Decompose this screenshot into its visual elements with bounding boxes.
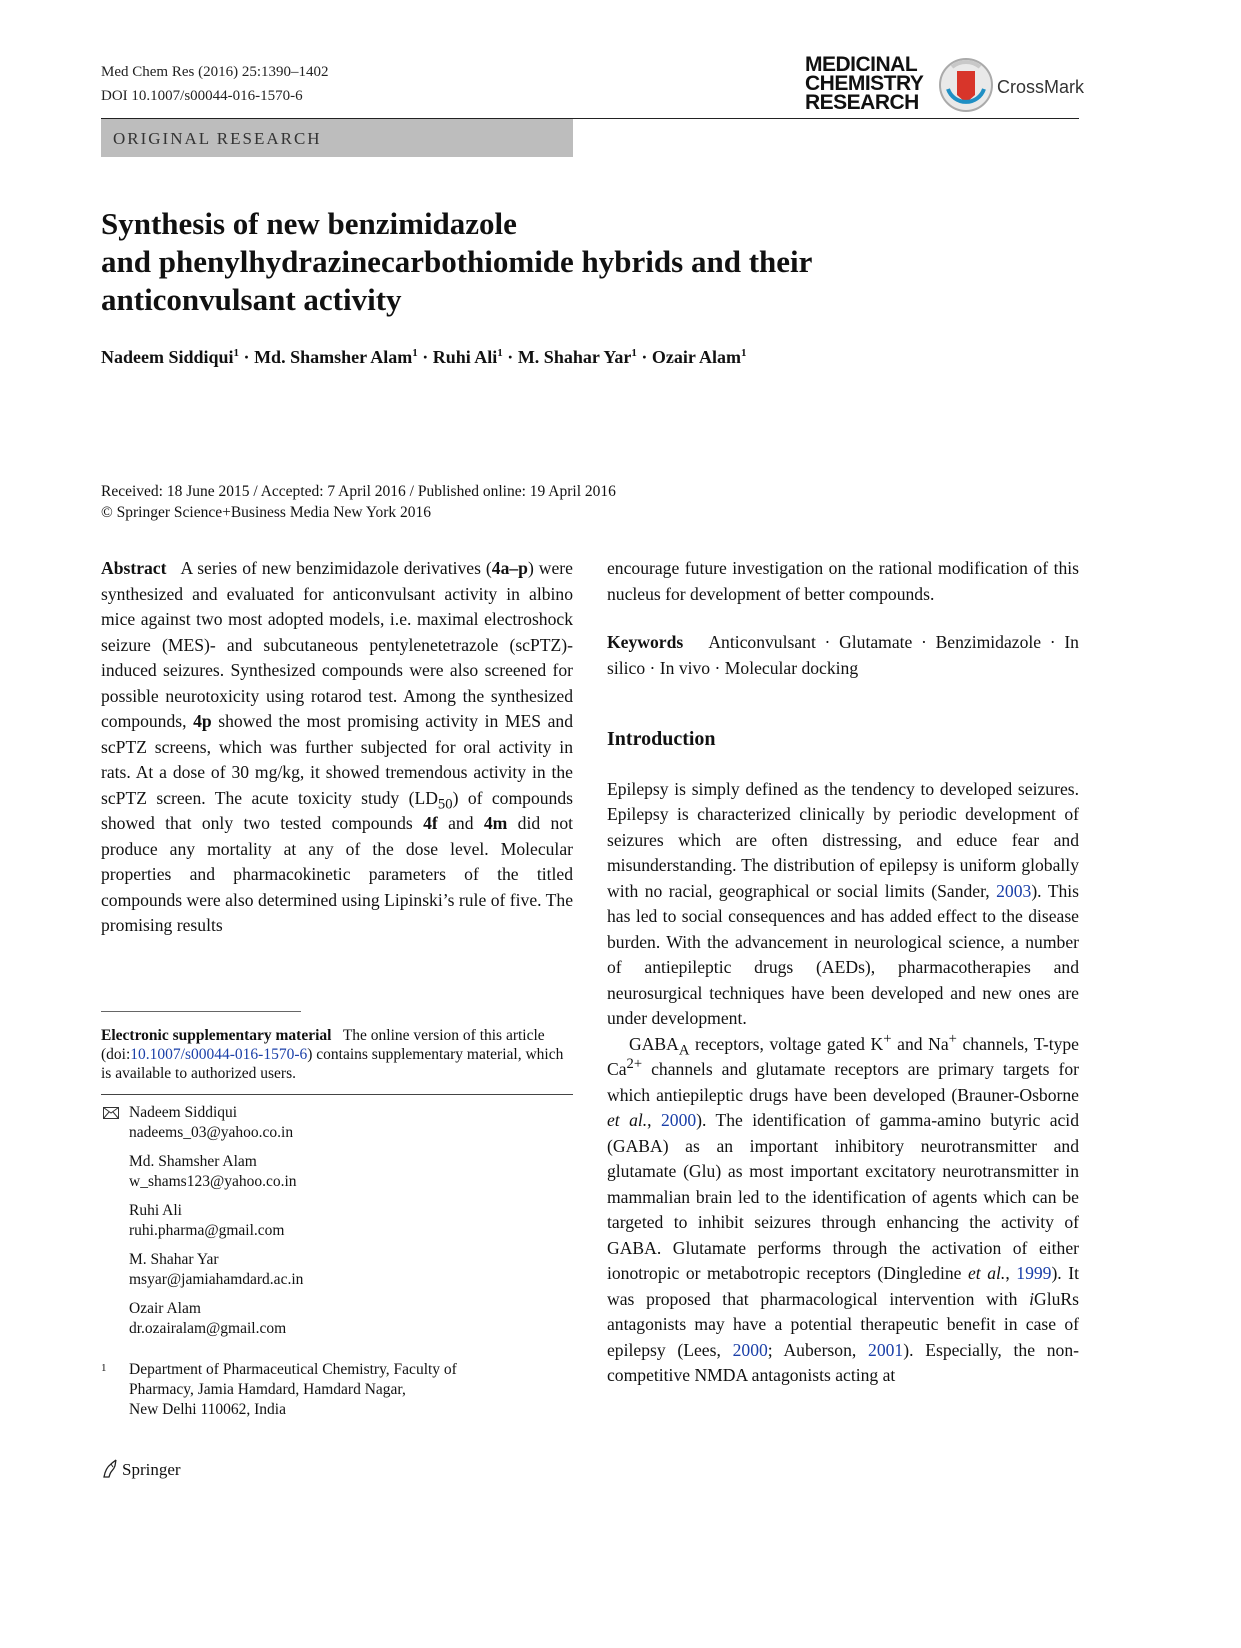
copyright-line: © Springer Science+Business Media New York 2016 — [101, 504, 432, 521]
affiliation-marker: 1 — [497, 347, 503, 359]
contact-name: M. Shahar Yar — [129, 1251, 219, 1268]
contacts-rule — [101, 1094, 573, 1095]
citation-link[interactable]: 2001 — [868, 1339, 904, 1360]
contact-name: Ruhi Ali — [129, 1202, 182, 1219]
contact-email[interactable]: ruhi.pharma@gmail.com — [129, 1222, 285, 1239]
article-type-banner: ORIGINAL RESEARCH — [101, 119, 573, 157]
contact-name: Md. Shamsher Alam — [129, 1153, 257, 1170]
contact-name: Nadeem Siddiqui — [129, 1104, 238, 1121]
citation-link[interactable]: 2000 — [732, 1339, 768, 1360]
crossmark-badge[interactable] — [938, 57, 994, 118]
article-title — [101, 205, 812, 319]
abstract-continuation: encourage future investigation on the rational modification of this nucleus for development of better compounds. — [607, 558, 1079, 604]
contact-name: Ozair Alam — [129, 1300, 201, 1317]
citation-link[interactable]: 2003 — [996, 880, 1032, 901]
supplementary-note: Electronic supplementary material The online version of this article (doi:10.1007/s00044-016-1570-6) contains supplementary material, which is available to authorized users. — [101, 1027, 564, 1082]
affiliation-marker: 1 — [412, 347, 418, 359]
footnote-rule — [101, 1011, 301, 1012]
affiliation-line: Pharmacy, Jamia Hamdard, Hamdard Nagar, — [129, 1381, 406, 1398]
abstract-label: Abstract — [101, 558, 167, 578]
crossmark-label[interactable]: CrossMark — [997, 77, 1085, 97]
title-line: anticonvulsant activity — [101, 282, 402, 317]
contact-entry — [129, 1201, 569, 1241]
author-separator: · — [507, 347, 514, 367]
contact-entry — [129, 1152, 569, 1192]
intro-paragraph: Epilepsy is simply defined as the tendency to developed seizures. Epilepsy is characterized clinically by periodic development of seizures which are often distressing, and educe fear and misunderstanding. The distribution of epilepsy is uniform globally with no racial, geographical or social limits (Sander, 2003). This has led to social consequences and has added effect to the disease burden. With the advancement in neurological science, a number of antiepileptic drugs (AEDs), pharmacotherapies and neurosurgical techniques have been developed and new ones are under development. — [607, 778, 1079, 1028]
author-name[interactable]: Ruhi Ali — [432, 347, 498, 367]
author-name[interactable]: Md. Shamsher Alam — [254, 347, 413, 367]
citation-link[interactable]: 2000 — [660, 1110, 697, 1130]
affiliation-marker: 1 — [631, 347, 637, 359]
contact-list — [129, 1103, 569, 1348]
publisher-name: Springer — [122, 1460, 181, 1479]
compound-ref: 4f — [423, 813, 438, 833]
affiliation-line: New Delhi 110062, India — [129, 1401, 286, 1418]
journal-volume-line: Med Chem Res (2016) 25:1390–1402 — [101, 64, 329, 80]
affiliation-marker: 1 — [741, 347, 747, 359]
author-separator: · — [243, 347, 250, 367]
author-name[interactable]: M. Shahar Yar — [517, 347, 632, 367]
journal-logo — [805, 55, 923, 112]
keywords-label: Keywords — [607, 632, 684, 652]
keywords — [607, 630, 1079, 681]
contact-email[interactable]: w_shams123@yahoo.co.in — [129, 1173, 297, 1190]
crossmark-icon — [938, 57, 994, 113]
logo-line: CHEMISTRY — [805, 72, 924, 95]
citation-link[interactable]: 1999 — [1016, 1263, 1052, 1283]
title-line: and phenylhydrazinecarbothiomide hybrids and their — [101, 244, 813, 279]
doi-line: DOI 10.1007/s00044-016-1570-6 — [101, 88, 303, 104]
compound-ref: 4p — [193, 711, 212, 731]
esm-label: Electronic supplementary material — [101, 1027, 332, 1044]
title-line: Synthesis of new benzimidazole — [101, 206, 517, 241]
article-dates — [101, 481, 616, 523]
affiliation-marker: 1 — [233, 347, 240, 359]
compound-ref: 4a–p — [491, 558, 528, 578]
section-heading: Introduction — [607, 728, 716, 750]
contact-email[interactable]: msyar@jamiahamdard.ac.in — [129, 1271, 304, 1288]
doi-link[interactable]: 10.1007/s00044-016-1570-6 — [130, 1046, 308, 1063]
author-name[interactable]: Ozair Alam — [651, 347, 741, 367]
contact-email[interactable]: nadeems_03@yahoo.co.in — [129, 1124, 294, 1141]
intro-paragraph: $GABA_A$ receptors, voltage gated K+ and Na+ channels, T-type $Ca^{2+}$ channels and glutamate receptors are primary targets for which antiepileptic drugs have been developed (Brauner-Osborne et al., 2000). The identification of gamma-amino butyric acid (GABA) as an important inhibitory neurotransmitter and glutamate (Glu) as most important excitatory neurotransmitter in mammalian brain led to the identification of agents which can be targeted to inhibit seizures through enhancing the activity of GABA. Glutamate performs through the activation of either ionotropic or metabotropic receptors (Dingledine et al., 1999). It was proposed that pharmacological intervention with iGluRs antagonists may have a potential therapeutic benefit in case of epilepsy (Lees, 2000; Auberson, 2001). Especially, the non-competitive NMDA antagonists acting at — [607, 1030, 1080, 1385]
logo-line: RESEARCH — [805, 91, 919, 114]
abstract: Abstract A series of new benzimidazole derivatives (4a–p) were synthesized and evaluated for anticonvulsant activity in albino mice against two most adopted models, i.e. maximal electroshock seizure (MES)- and subcutaneous pentylenetetrazole (scPTZ)-induced seizures. Synthesized compounds were also screened for possible neurotoxicity using rotarod test. Among the synthesized compounds, 4p showed the most promising activity in MES and scPTZ screens, which was further subjected for oral activity in rats. At a dose of 30 mg/kg, it showed tremendous activity in the scPTZ screen. The acute toxicity study $(LD_{50})$ of compounds showed that only two tested compounds 4f and 4m did not produce any mortality at any of the dose level. Molecular properties and pharmacokinetic parameters of the titled compounds were also determined using Lipinski’s rule of five. The promising results — [101, 558, 574, 935]
history-dates: Received: 18 June 2015 / Accepted: 7 April 2016 / Published online: 19 April 2016 — [101, 483, 616, 500]
author-separator: · — [641, 347, 648, 367]
springer-horse-icon — [101, 1459, 119, 1484]
contact-entry — [129, 1299, 569, 1339]
contact-email[interactable]: dr.ozairalam@gmail.com — [129, 1320, 287, 1337]
affiliation-line: Department of Pharmaceutical Chemistry, Faculty of — [129, 1361, 457, 1378]
affiliation — [129, 1360, 569, 1420]
affiliation-number: 1 — [101, 1362, 107, 1374]
author-separator: · — [422, 347, 429, 367]
author-name[interactable]: Nadeem Siddiqui — [101, 347, 234, 367]
author-list — [101, 347, 747, 368]
compound-ref: 4m — [483, 813, 508, 833]
logo-line: MEDICINAL — [805, 53, 918, 76]
right-column — [607, 556, 1079, 1389]
envelope-icon — [103, 1106, 119, 1124]
keywords-list: Anticonvulsant · Glutamate · Benzimidazole · In silico · In vivo · Molecular docking — [607, 632, 1079, 678]
contact-entry — [129, 1103, 569, 1143]
contact-entry — [129, 1250, 569, 1290]
journal-citation — [101, 60, 328, 108]
